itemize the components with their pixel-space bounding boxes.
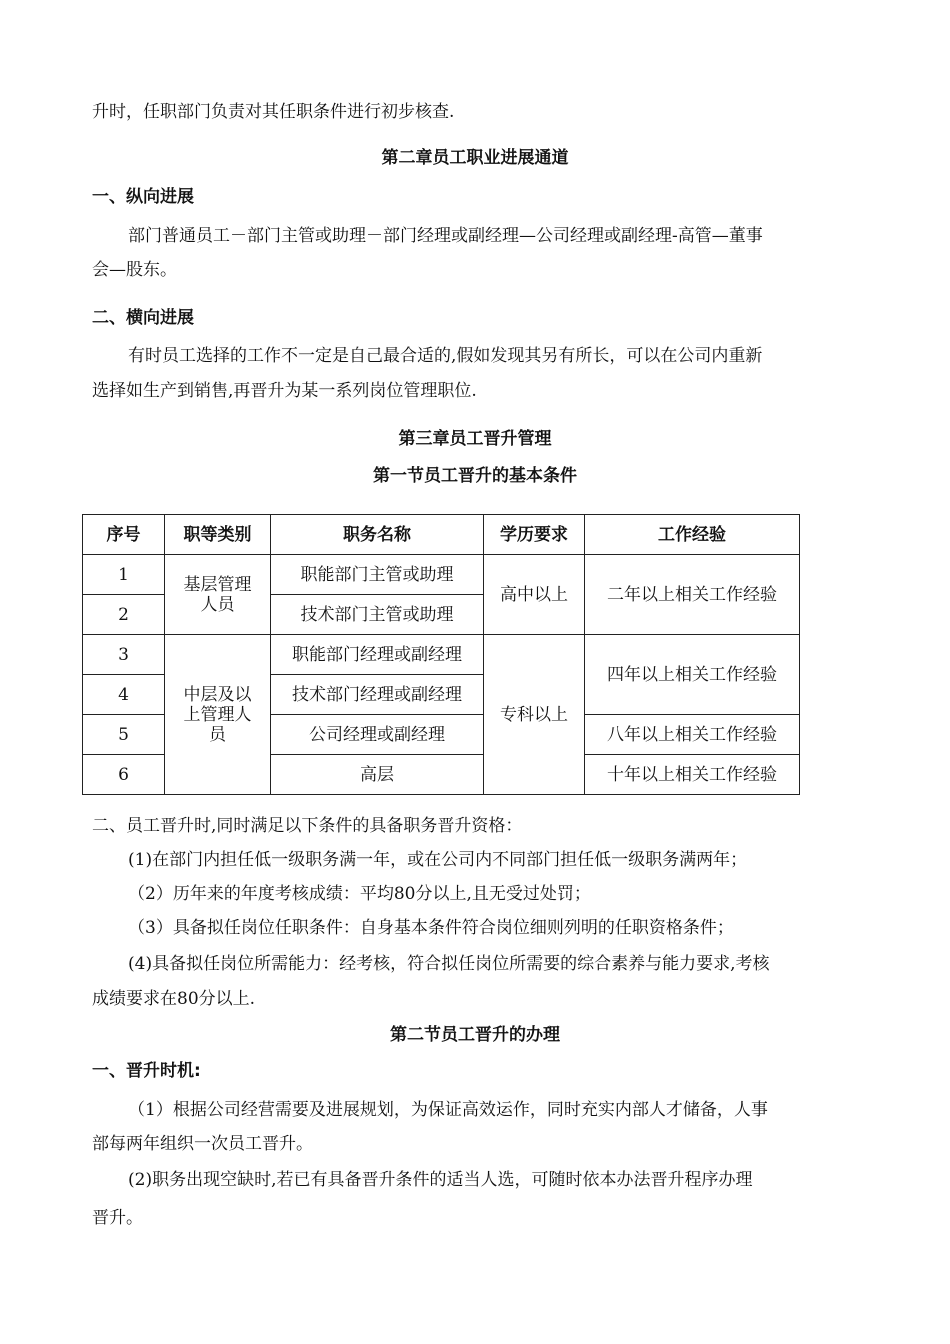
cell-category <box>165 635 271 795</box>
cell-position: 职能部门主管或助理 <box>271 555 484 595</box>
timing-1-line-2: 部每两年组织一次员工晋升。 <box>92 1134 313 1154</box>
header-experience: 工作经验 <box>585 515 800 555</box>
section-2-title: 第二节员工晋升的办理 <box>390 1025 560 1045</box>
cell-position: 职能部门经理或副经理 <box>271 635 484 675</box>
cell-position: 公司经理或副经理 <box>271 715 484 755</box>
cell-number: 3 <box>83 635 165 675</box>
conditions-intro: 二、员工晋升时,同时满足以下条件的具备职务晋升资格： <box>92 816 523 836</box>
chapter-3-title: 第三章员工晋升管理 <box>398 429 552 449</box>
cell-experience: 八年以上相关工作经验 <box>585 715 800 755</box>
horizontal-paragraph-line-2: 选择如生产到销售,再晋升为某一系列岗位管理职位. <box>92 381 477 401</box>
header-education: 学历要求 <box>484 515 585 555</box>
condition-4-line-2: 成绩要求在80分以上. <box>92 989 256 1009</box>
header-category: 职等类别 <box>165 515 271 555</box>
category-text-line: 上管理人 <box>183 704 252 725</box>
timing-2-line-2: 晋升。 <box>92 1208 143 1228</box>
section-vertical-title: 一、纵向进展 <box>92 187 194 207</box>
section-horizontal-title: 二、横向进展 <box>92 308 194 328</box>
cell-experience: 十年以上相关工作经验 <box>585 755 800 795</box>
condition-3: （3）具备拟任岗位任职条件：自身基本条件符合岗位细则列明的任职资格条件； <box>128 918 734 938</box>
condition-4-line-1: (4)具备拟任岗位所需能力：经考核，符合拟任岗位所需要的综合素养与能力要求,考核 <box>128 954 770 974</box>
section-1-title: 第一节员工晋升的基本条件 <box>373 466 577 486</box>
table-row <box>83 555 800 595</box>
timing-1-line-1: （1）根据公司经营需要及进展规划，为保证高效运作，同时充实内部人才储备，人事 <box>128 1100 768 1120</box>
cell-position: 技术部门经理或副经理 <box>271 675 484 715</box>
cell-number: 4 <box>83 675 165 715</box>
condition-2: （2）历年来的年度考核成绩：平均80分以上,且无受过处罚； <box>128 884 591 904</box>
table-row <box>83 635 800 675</box>
timing-title: 一、晋升时机: <box>92 1061 201 1081</box>
category-text-line: 基层管理 <box>183 574 252 595</box>
table-header-row <box>83 515 800 555</box>
category-text-line: 人员 <box>200 594 235 615</box>
timing-2-line-1: (2)职务出现空缺时,若已有具备晋升条件的适当人选，可随时依本办法晋升程序办理 <box>128 1170 753 1190</box>
cell-education: 高中以上 <box>484 555 585 635</box>
cell-number: 1 <box>83 555 165 595</box>
promotion-requirements-table <box>82 514 800 795</box>
chapter-2-title: 第二章员工职业进展通道 <box>381 148 569 168</box>
cell-education: 专科以上 <box>484 635 585 795</box>
vertical-paragraph-line-2: 会—股东。 <box>92 260 177 280</box>
cell-category <box>165 555 271 635</box>
header-number: 序号 <box>83 515 165 555</box>
category-text-line: 中层及以 <box>183 684 252 705</box>
category-text-line: 员 <box>209 724 226 745</box>
cell-position: 高层 <box>271 755 484 795</box>
cell-experience: 二年以上相关工作经验 <box>585 555 800 635</box>
cell-number: 2 <box>83 595 165 635</box>
cell-number: 5 <box>83 715 165 755</box>
intro-paragraph: 升时，任职部门负责对其任职条件进行初步核查. <box>92 102 455 122</box>
condition-1: (1)在部门内担任低一级职务满一年，或在公司内不同部门担任低一级职务满两年； <box>128 850 748 870</box>
cell-experience: 四年以上相关工作经验 <box>585 635 800 715</box>
horizontal-paragraph-line-1: 有时员工选择的工作不一定是自己最合适的,假如发现其另有所长，可以在公司内重新 <box>128 346 763 366</box>
vertical-paragraph-line-1: 部门普通员工－部门主管或助理－部门经理或副经理—公司经理或副经理-高管—董事 <box>128 226 763 246</box>
cell-number: 6 <box>83 755 165 795</box>
cell-position: 技术部门主管或助理 <box>271 595 484 635</box>
header-position: 职务名称 <box>271 515 484 555</box>
